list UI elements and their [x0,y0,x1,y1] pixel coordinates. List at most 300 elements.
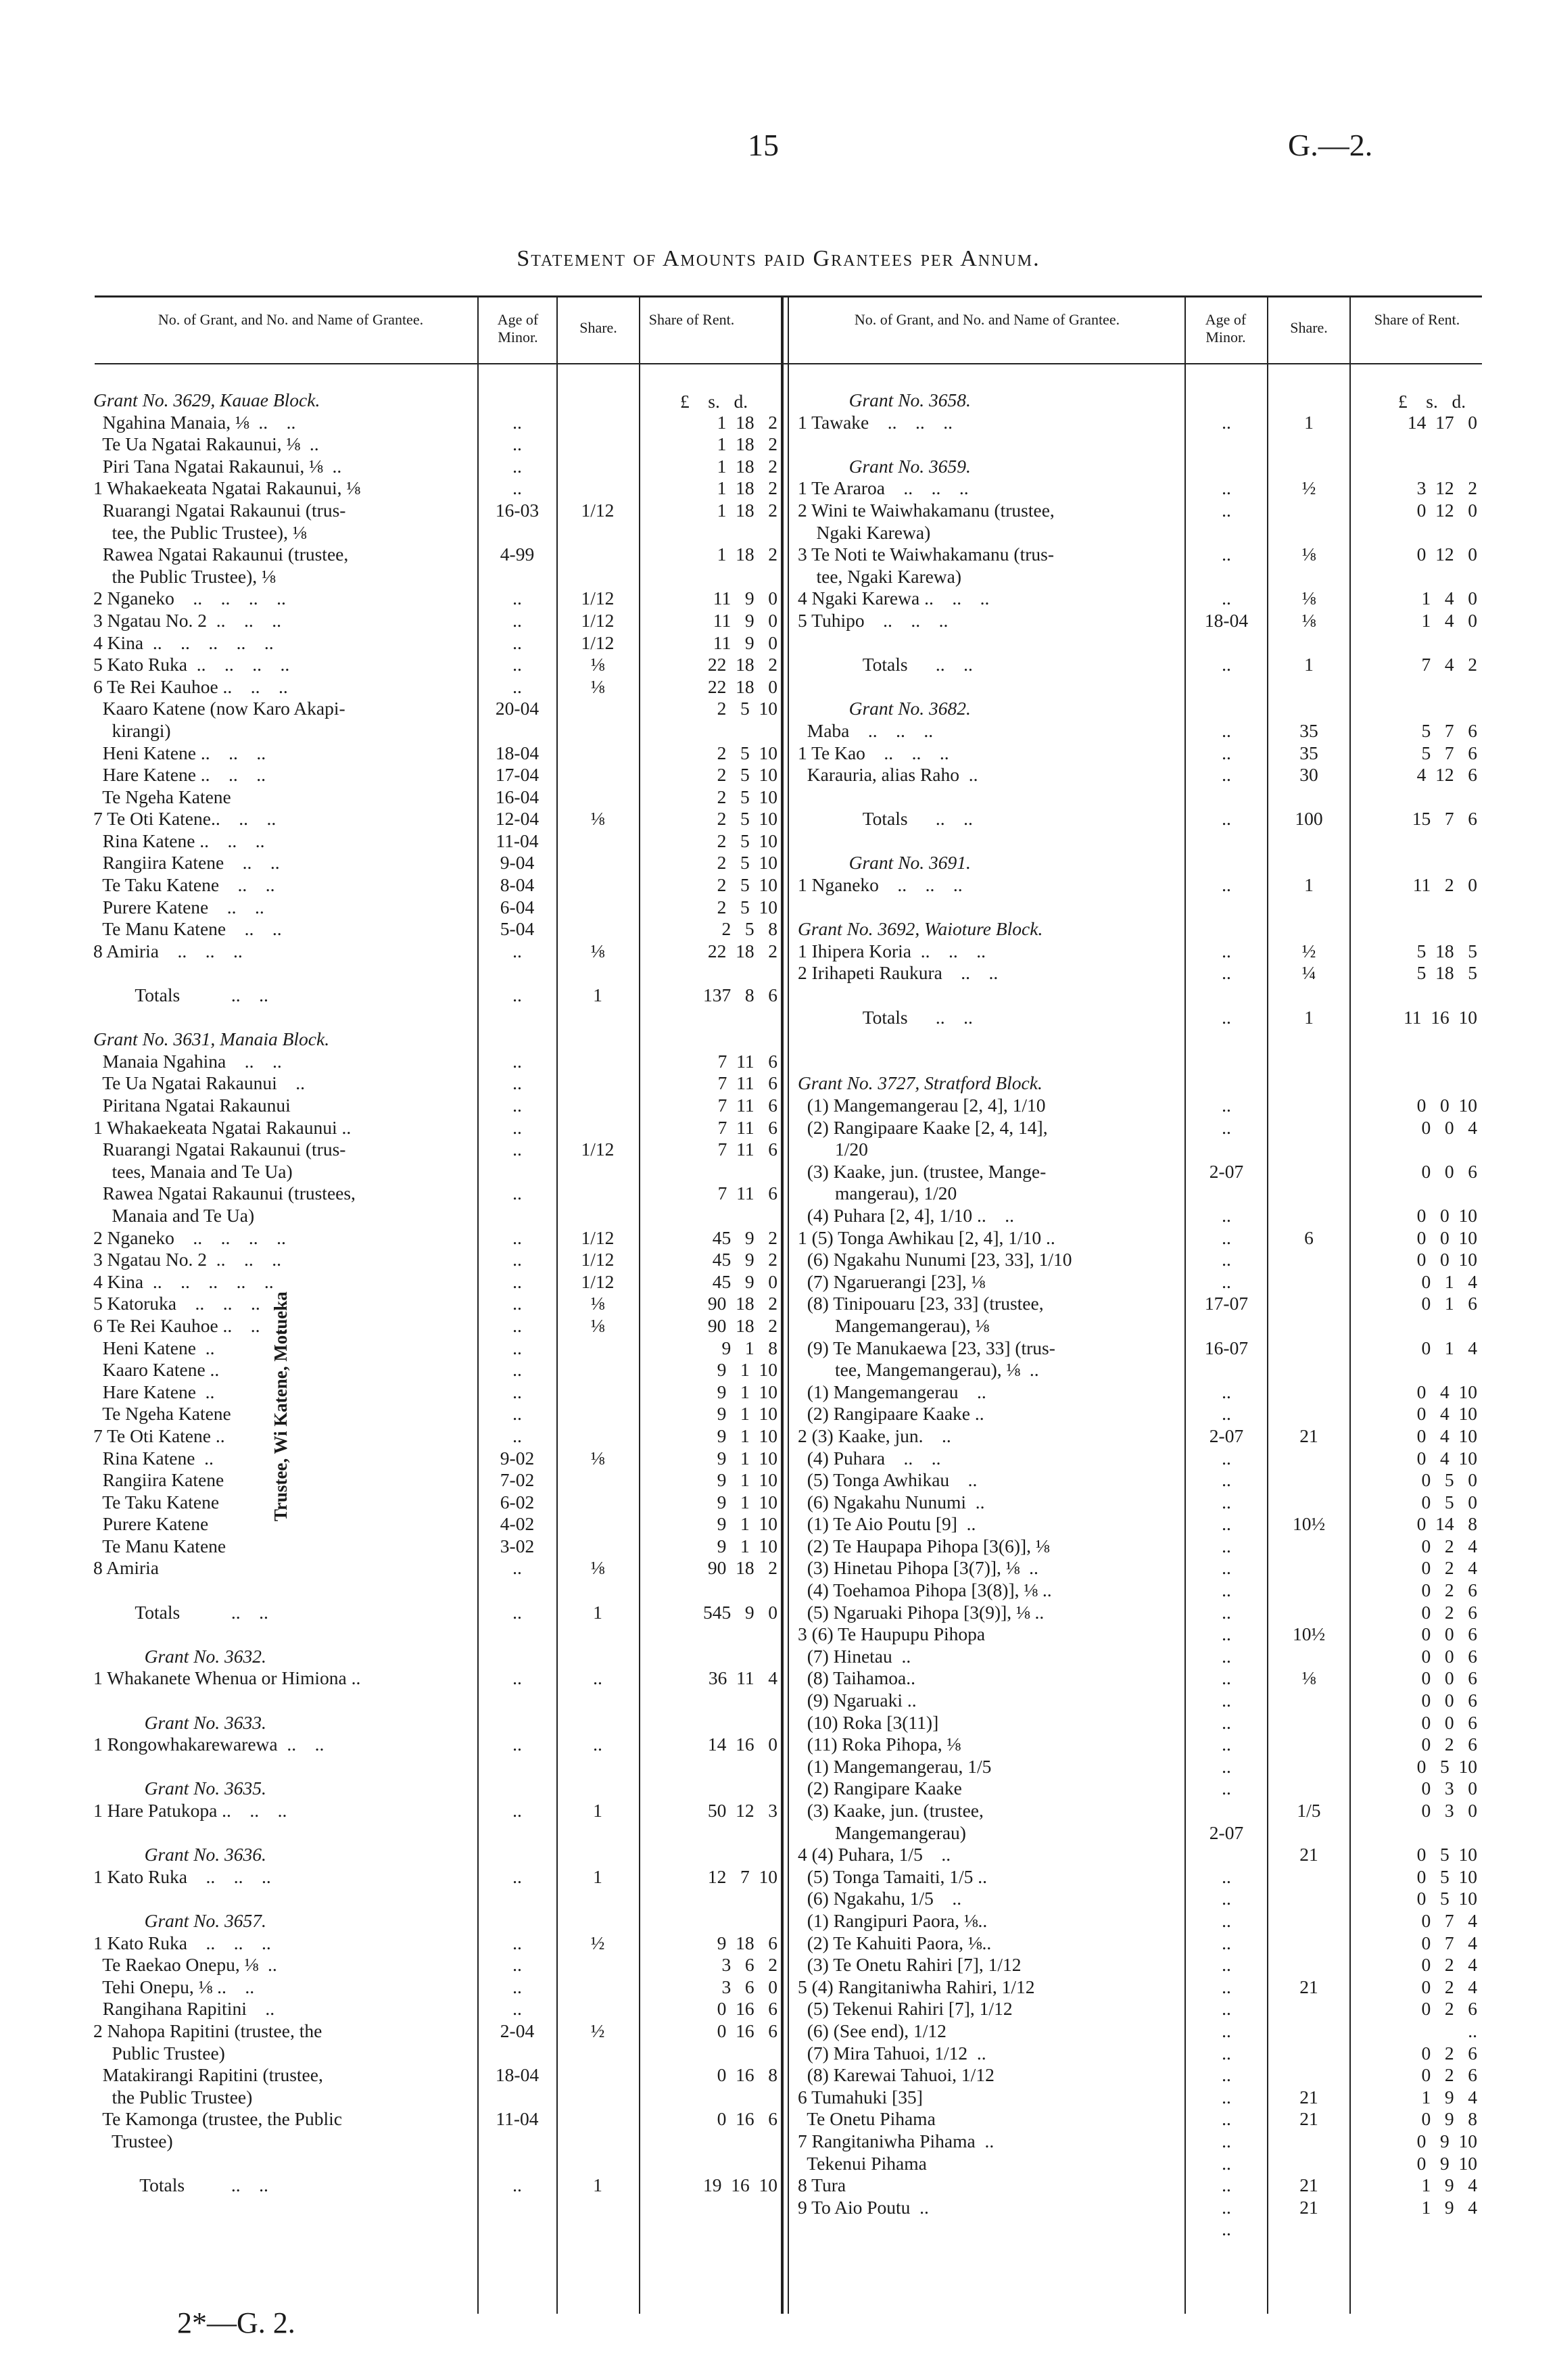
table-cell: 7 4 2 [1421,654,1477,675]
header-age-right: Age of Minor. [1205,311,1247,346]
table-cell: .. [512,1314,522,1336]
table-cell: 9 1 10 [717,1513,777,1535]
table-cell: .. [512,1293,522,1314]
table-cell [1270,1492,1348,1514]
table-cell: 2 5 10 [717,698,777,719]
table-cell: 1/12 [581,1139,615,1160]
table-cell: .. [1222,1403,1231,1425]
table-cell [93,1579,475,1602]
table-cell [560,1778,636,1800]
table-cell [1352,1315,1477,1337]
table-cell: 4 Kina .. .. .. .. .. [93,632,274,653]
table-cell: 45 9 0 [712,1270,777,1292]
table-cell: (1) Mangemangerau .. [798,1381,986,1402]
table-cell: .. [1222,2020,1231,2041]
table-cell [560,389,636,412]
table-cell: Trustee) [93,2130,173,2151]
table-cell: 0 3 0 [1421,1800,1477,1821]
table-cell: 45 9 2 [712,1249,777,1270]
table-cell: .. [512,1249,522,1270]
table-cell: Grant No. 3631, Manaia Block. [93,1028,330,1050]
table-cell [1270,1822,1348,1844]
table-cell [480,2043,554,2065]
table-cell: (6) Ngakahu Nunumi .. [798,1491,985,1513]
table-cell: 1 Whakanete Whenua or Himiona .. [93,1667,361,1689]
table-cell: .. [1222,1623,1231,1645]
table-cell: 0 14 8 [1416,1513,1477,1535]
table-cell [560,1756,636,1778]
table-cell: 2-04 [500,2020,535,2041]
table-cell [1352,566,1477,588]
table-cell: Grant No. 3633. [93,1711,266,1733]
table-cell: Te Ua Ngatai Rakaunui, ⅛ .. [93,433,319,455]
table-cell: Totals .. .. [93,2174,268,2196]
table-cell: 1 18 2 [717,544,777,565]
table-cell: Grant No. 3691. [798,852,971,874]
left-ages [480,389,554,2197]
table-cell: Totals .. .. [798,654,973,675]
table-cell: 0 5 0 [1421,1491,1477,1513]
table-cell: 90 18 2 [707,1314,777,1336]
table-cell: ⅛ [1301,544,1316,565]
table-cell [1270,632,1348,654]
table-cell: Mangemangerau), ⅛ [798,1314,990,1336]
table-cell: .. [512,1800,522,1821]
table-cell [1352,1822,1477,1844]
table-cell: (2) Rangipaare Kaake [2, 4, 14], [798,1116,1048,1138]
center-divider [781,295,784,2314]
table-cell: ½ [590,1932,605,1953]
table-cell: 6-02 [500,1491,535,1513]
table-cell: 21 [1299,2108,1318,2130]
table-cell [480,1646,554,1668]
table-cell [480,1822,554,1844]
table-cell [1187,389,1266,412]
table-cell: 5 18 5 [1416,940,1477,961]
trustee-side-note: Trustee, Wi Katene, Motueka [270,1291,291,1521]
table-cell [560,566,636,588]
table-cell: 7-02 [500,1469,535,1491]
table-cell: kirangi) [93,719,171,741]
table-cell [560,1712,636,1734]
table-cell: .. [1222,962,1231,984]
table-cell: .. [1222,1116,1231,1138]
table-cell: 14 16 0 [707,1734,777,1755]
table-cell [1352,456,1477,478]
table-cell: 90 18 2 [707,1293,777,1314]
table-cell [1352,698,1477,720]
table-cell: .. [1222,2152,1231,2174]
table-cell: 0 0 6 [1421,1690,1477,1711]
table-cell [560,720,636,742]
table-cell: 2-07 [1209,1822,1244,1843]
table-cell: 1 [1304,1006,1314,1028]
table-cell [480,389,554,412]
table-cell [560,1051,636,1073]
table-cell: 1 4 0 [1421,609,1477,631]
table-cell: 6 Te Rei Kauhoe .. .. .. [93,675,288,697]
table-cell: .. [1222,1513,1231,1535]
table-cell [798,676,1183,698]
table-cell: .. [1222,588,1231,609]
table-cell [480,1161,554,1183]
table-cell: Hare Katene .. [93,1381,215,1402]
table-cell: Rangihana Rapitini .. [93,1998,275,2020]
table-cell [642,2043,777,2065]
table-cell: 137 8 6 [703,984,777,1006]
table-cell [560,1381,636,1404]
table-cell [560,1183,636,1205]
table-cell: .. [593,1667,602,1689]
table-cell: .. [512,675,522,697]
table-cell: .. [512,1667,522,1689]
right-names [798,389,1183,2218]
table-cell: .. [512,1183,522,1204]
table-cell: 21 [1299,1425,1318,1446]
table-cell: (5) Tonga Tamaiti, 1/5 .. [798,1865,988,1887]
table-cell: 20-04 [495,698,540,719]
table-cell [93,2153,475,2175]
table-cell: .. [1222,1579,1231,1601]
table-cell: Grant No. 3657. [93,1909,266,1931]
table-cell [1187,1139,1266,1161]
table-cell [1270,2131,1348,2153]
table-cell: Totals .. .. [798,808,973,830]
left-rents [642,389,777,2197]
table-cell [560,1822,636,1844]
table-cell: 17-07 [1204,1293,1249,1314]
table-cell [1270,1095,1348,1117]
table-cell: 2 (3) Kaake, jun. .. [798,1425,951,1446]
table-cell: 0 7 4 [1421,1932,1477,1953]
table-cell: .. [1222,1557,1231,1579]
table-cell: 0 0 6 [1421,1645,1477,1667]
table-cell [1187,897,1266,919]
table-cell: 5 18 5 [1416,962,1477,984]
table-cell: 6-04 [500,896,535,918]
table-cell: 1 [593,1601,602,1623]
table-cell: (1) Mangemangerau [2, 4], 1/10 [798,1095,1046,1116]
table-cell: .. [1222,1249,1231,1270]
table-cell: 0 16 6 [717,2108,777,2130]
header-name-left: No. of Grant, and No. and Name of Grantee. [158,311,424,328]
table-cell [1187,1359,1266,1381]
table-cell: Tehi Onepu, ⅛ .. .. [93,1976,255,1997]
table-cell: (1) Mangemangerau, 1/5 [798,1755,992,1777]
table-cell: 0 2 4 [1421,1976,1477,1997]
table-cell: 8-04 [500,874,535,896]
table-cell: ⅛ [1301,1667,1316,1689]
table-cell [642,389,777,412]
table-cell [560,477,636,500]
table-cell [1187,984,1266,1007]
table-cell: 21 [1299,2196,1318,2218]
table-cell: (1) Rangipuri Paora, ⅛.. [798,1909,988,1931]
table-cell: .. [1222,1447,1231,1469]
table-cell: ⅛ [590,1557,605,1579]
table-cell [1187,698,1266,720]
table-cell [1270,1712,1348,1734]
table-cell: 2 Nganeko .. .. .. .. [93,588,286,609]
table-cell: 0 16 6 [717,2020,777,2041]
table-cell: 11 9 0 [713,588,777,609]
table-cell: Rina Katene .. [93,1447,214,1469]
table-cell [560,1007,636,1029]
table-cell: 0 2 6 [1421,1601,1477,1623]
table-cell [1270,1866,1348,1888]
table-cell: 9 18 6 [717,1932,777,1953]
table-cell [93,1756,475,1778]
table-cell: (6) Ngakahu, 1/5 .. [798,1888,962,1909]
table-cell: 1 [593,1800,602,1821]
table-cell: .. [1222,1734,1231,1755]
table-cell [560,1910,636,1932]
table-cell [1352,632,1477,654]
table-cell [1270,456,1348,478]
table-cell: .. [1222,940,1231,961]
table-cell: 1 [593,1865,602,1887]
table-cell [560,1976,636,1999]
table-cell: .. [1222,2086,1231,2108]
table-cell: 0 5 10 [1416,1865,1477,1887]
table-cell [560,1579,636,1602]
table-cell: Rawea Ngatai Rakaunui (trustees, [93,1183,356,1204]
table-cell [1187,433,1266,456]
left-rent-rule [639,295,640,2314]
table-cell: Rawea Ngatai Rakaunui (trustee, [93,544,349,565]
table-cell: Rina Katene .. .. .. [93,830,265,851]
table-cell: 1 18 2 [717,499,777,521]
table-cell: 0 2 4 [1421,1557,1477,1579]
table-cell: Grant No. 3727, Stratford Block. [798,1072,1043,1094]
table-cell [560,1161,636,1183]
table-cell: (1) Te Aio Poutu [9] .. [798,1513,976,1535]
table-cell: 7 11 6 [717,1183,777,1204]
table-cell: Ruarangi Ngatai Rakaunui (trus- [93,1139,346,1160]
table-cell: Manaia Ngahina .. .. [93,1050,282,1072]
table-cell: 11 9 0 [713,632,777,653]
table-cell [1270,1778,1348,1800]
table-cell: 0 16 8 [717,2064,777,2086]
table-cell: 9 To Aio Poutu .. [798,2196,929,2218]
table-cell: Grant No. 3632. [93,1645,266,1667]
table-cell: (3) Hinetau Pihopa [3(7)], ⅛ .. [798,1557,1038,1579]
table-cell: 1 18 2 [717,411,777,433]
table-cell: ⅛ [590,675,605,697]
table-cell: 0 0 6 [1421,1160,1477,1182]
table-cell: 1 Nganeko .. .. .. [798,874,963,896]
table-cell: 22 18 0 [707,675,777,697]
table-cell: .. [1222,1469,1231,1491]
table-cell: 2 Nahopa Rapitini (trustee, the [93,2020,322,2041]
table-cell: Maba .. .. .. [798,719,934,741]
table-cell: 0 3 0 [1421,1778,1477,1799]
table-cell [1187,1183,1266,1205]
table-cell [560,1425,636,1448]
table-cell: 2 Nganeko .. .. .. .. [93,1227,286,1248]
table-cell: .. [512,1270,522,1292]
table-cell: 5 7 6 [1421,719,1477,741]
table-cell: 9 1 10 [717,1447,777,1469]
table-cell: .. [512,455,522,477]
table-cell: 1 [593,984,602,1006]
table-cell [560,522,636,544]
table-cell: .. [1222,2064,1231,2086]
table-cell [1270,698,1348,720]
table-cell [1270,2043,1348,2065]
table-cell: ½ [1301,940,1316,961]
right-shares [1270,389,1348,2218]
table-cell [480,1028,554,1051]
table-cell: 0 2 6 [1421,1734,1477,1755]
table-cell: .. [1222,499,1231,521]
table-cell [1270,389,1348,412]
table-cell [1270,1293,1348,1315]
table-cell: 1 9 4 [1421,2196,1477,2218]
table-cell [642,1844,777,1866]
table-cell: Purere Katene [93,1513,209,1535]
table-cell [560,897,636,919]
table-cell [480,1888,554,1910]
table-cell [560,1646,636,1668]
table-cell [1270,897,1348,919]
table-cell: Ruarangi Ngatai Rakaunui (trus- [93,499,346,521]
table-cell: (2) Rangipare Kaake [798,1778,962,1799]
table-cell: 2-07 [1209,1160,1244,1182]
table-cell: 0 4 10 [1416,1447,1477,1469]
table-cell: 2 5 10 [717,874,777,896]
table-cell [560,2043,636,2065]
table-cell: .. [1222,764,1231,786]
table-cell: 1 9 4 [1421,2086,1477,2108]
table-cell: .. [512,632,522,653]
table-cell [560,1844,636,1866]
table-cell: Totals .. .. [93,984,268,1006]
table-cell [480,2087,554,2109]
table-cell: (7) Hinetau .. [798,1645,911,1667]
table-cell [560,1403,636,1425]
table-cell: 1/12 [581,632,615,653]
table-cell [480,962,554,984]
table-cell [560,1028,636,1051]
table-cell [1187,918,1266,941]
table-cell: Public Trustee) [93,2042,225,2064]
table-cell: .. [512,984,522,1006]
table-cell [1352,984,1477,1007]
table-cell: 1/12 [581,609,615,631]
table-cell [560,2064,636,2087]
table-cell: (6) Ngakahu Nunumi [23, 33], 1/10 [798,1249,1072,1270]
table-cell [560,852,636,874]
table-cell: 1 Hare Patukopa .. .. .. [93,1800,287,1821]
table-cell: 5 Kato Ruka .. .. .. .. [93,654,290,675]
table-cell: .. [1222,1667,1231,1689]
table-cell: 9 1 8 [721,1337,777,1358]
table-cell [480,720,554,742]
table-cell [560,1954,636,1976]
table-cell: ⅛ [1301,609,1316,631]
table-cell: 5 Katoruka .. .. .. [93,1293,260,1314]
table-cell [642,522,777,544]
table-cell: 1 18 2 [717,433,777,455]
header-rent-right: Share of Rent. [1374,311,1460,328]
table-cell: (9) Te Manukaewa [23, 33] (trus- [798,1337,1055,1358]
table-cell: 0 0 6 [1421,1667,1477,1689]
table-cell: 4 Kina .. .. .. .. .. [93,1270,274,1292]
table-cell [1270,1205,1348,1227]
table-cell: 0 0 10 [1416,1249,1477,1270]
table-cell: 5 7 6 [1421,742,1477,763]
table-cell: 0 9 8 [1421,2108,1477,2130]
table-cell: 1 Ihipera Koria .. .. .. [798,940,986,961]
table-cell [642,1579,777,1602]
table-cell: 1/12 [581,1270,615,1292]
table-cell: Grant No. 3658. [798,389,971,410]
table-cell: 0 5 0 [1421,1469,1477,1491]
table-cell: 0 2 6 [1421,2042,1477,2064]
table-cell: Te Raekao Onepu, ⅛ .. [93,1954,277,1976]
table-cell [1352,1359,1477,1381]
table-cell [1270,1932,1348,1955]
table-cell: .. [1222,1601,1231,1623]
table-cell: Rangiira Katene .. .. [93,852,280,874]
table-cell: 2 5 10 [717,742,777,763]
table-cell [1187,830,1266,853]
table-cell: 0 5 10 [1416,1888,1477,1909]
table-cell [1270,1646,1348,1668]
table-cell: .. [512,433,522,455]
table-cell: .. [1222,2174,1231,2196]
table-cell [480,2131,554,2153]
table-cell [1352,786,1477,809]
table-cell: (3) Te Onetu Rahiri [7], 1/12 [798,1954,1022,1976]
table-cell [480,566,554,588]
table-cell [1352,852,1477,874]
table-cell: ⅛ [590,808,605,830]
table-cell [1352,1139,1477,1161]
table-cell: Heni Katene .. .. .. [93,742,266,763]
table-cell: Piri Tana Ngatai Rakaunui, ⅛ .. [93,455,342,477]
table-cell: Te Ua Ngatai Rakaunui .. [93,1072,305,1094]
table-cell: .. [512,940,522,961]
table-cell: Te Manu Katene [93,1535,226,1556]
table-cell [560,786,636,809]
table-cell: 7 Te Oti Katene.. .. .. [93,808,277,830]
table-cell: Te Kamonga (trustee, the Public [93,2108,342,2130]
table-cell [560,2153,636,2175]
table-cell [1270,852,1348,874]
table-cell [1187,852,1266,874]
table-cell: Kaaro Katene (now Karo Akapi- [93,698,345,719]
table-cell: Totals .. .. [93,1601,268,1623]
table-cell [642,1161,777,1183]
table-cell: .. [512,1381,522,1402]
table-cell: 0 7 4 [1421,1909,1477,1931]
table-cell: 3 Ngatau No. 2 .. .. .. [93,1249,282,1270]
table-cell: .. [1222,2196,1231,2218]
table-cell: 1 [1304,411,1314,433]
table-cell: 7 11 6 [717,1072,777,1094]
table-cell: 9 1 10 [717,1491,777,1513]
table-cell: .. [512,609,522,631]
table-cell: .. [512,1050,522,1072]
table-cell: Te Ngeha Katene [93,1403,231,1425]
table-cell [480,1712,554,1734]
table-cell: 4-02 [500,1513,535,1535]
table-cell [1270,1756,1348,1778]
table-cell [1352,522,1477,544]
table-cell: .. [1222,2130,1231,2151]
